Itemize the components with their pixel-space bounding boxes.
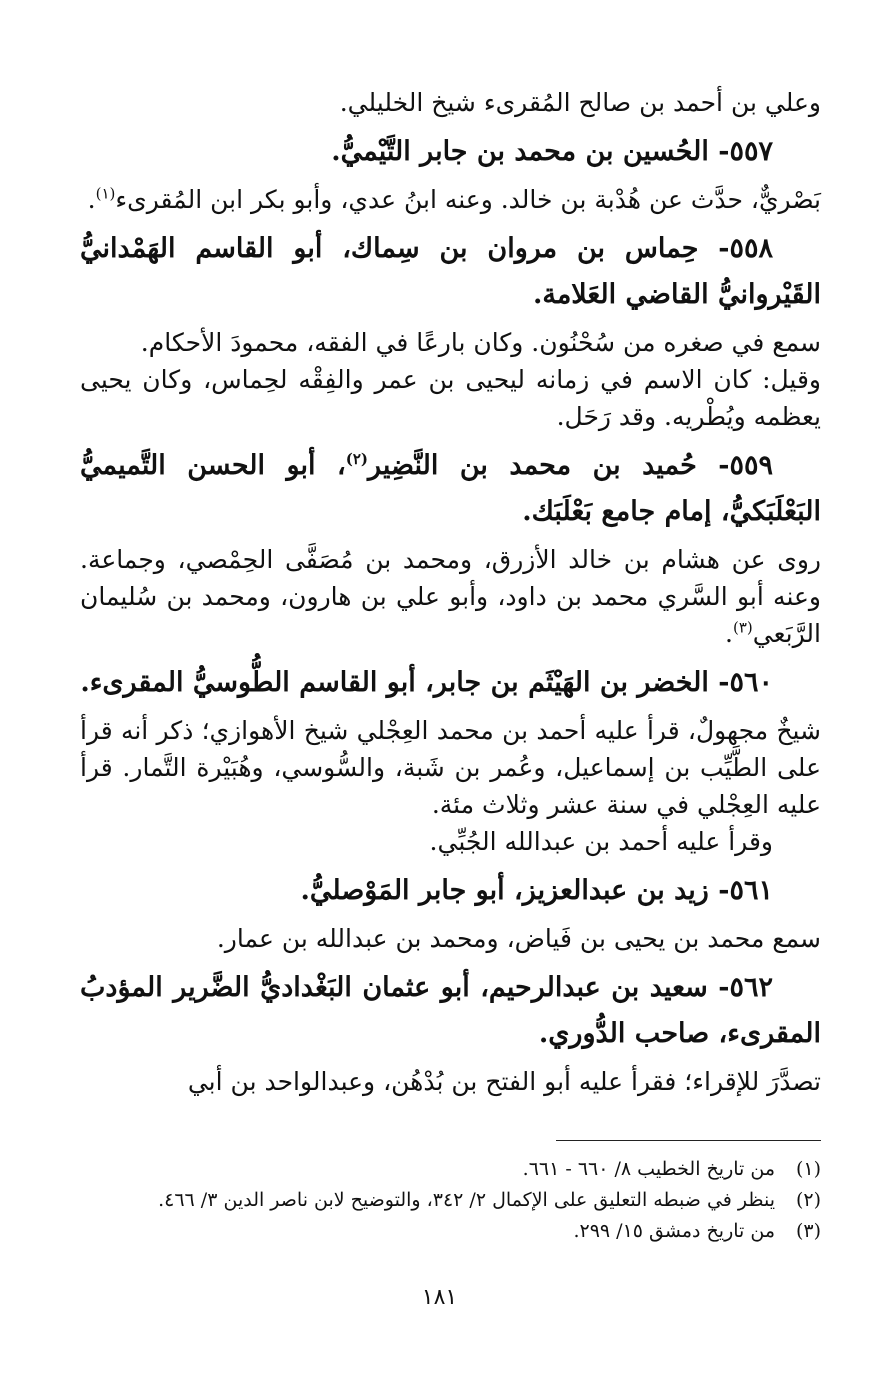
- footnote-ref: (٢): [345, 450, 368, 468]
- entry-number: ٥٦١-: [718, 875, 773, 906]
- entry-heading-561: [80, 868, 821, 914]
- entry-number: ٥٦٢-: [718, 972, 773, 1003]
- footnote: [80, 1216, 821, 1247]
- paragraph: تصدَّرَ للإقراء؛ فقرأ عليه أبو الفتح بن بُدْهُن، وعبدالواحد بن أبي: [187, 1067, 821, 1096]
- entry-heading-558: [80, 226, 821, 318]
- paragraph: وقيل: كان الاسم في زمانه ليحيى بن عمر والفِقْه لحِماس، وكان يحيى يعظمه ويُطْريه. وقد رَحَل.: [80, 365, 821, 431]
- entry-title: الخضر بن الهَيْثَم بن جابر، أبو القاسم الطُّوسيُّ المقرىء.: [80, 667, 709, 698]
- entry-heading-560: [80, 660, 821, 706]
- entry-heading-559: [80, 443, 821, 535]
- footnote-text: من تاريخ الخطيب ٨/ ٦٦٠ - ٦٦١.: [522, 1158, 775, 1180]
- entry-title: سعيد بن عبدالرحيم، أبو عثمان البَغْداديُّ الضَّرير المؤدبُ المقرىء، صاحب الدُّوري.: [80, 972, 821, 1049]
- paragraph: سمع في صغره من سُحْنُون. وكان بارعًا في الفقه، محمودَ الأحكام.: [140, 328, 821, 357]
- footnote: [80, 1154, 821, 1185]
- entry-number: ٥٥٨-: [718, 233, 773, 264]
- entry-title: حُميد بن محمد بن النَّضِير: [368, 450, 697, 481]
- entry-title: الحُسين بن محمد بن جابر التَّيْميُّ.: [331, 136, 709, 167]
- entry-title-cont: ، أبو الحسن التَّميميُّ البَعْلَبَكيُّ، إمام جامع بَعْلَبَك.: [80, 450, 821, 527]
- footnotes: [80, 1154, 821, 1247]
- paragraph: روى عن هشام بن خالد الأزرق، ومحمد بن مُصَفَّى الحِمْصي، وجماعة. وعنه أبو السَّري محمد بن داود، وأبو علي بن هارون، ومحمد بن سُليمان الرَّبَعي$^{(٣)}$.: [80, 545, 821, 648]
- paragraph: سمع محمد بن يحيى بن فَياض، ومحمد بن عبدالله بن عمار.: [216, 924, 821, 953]
- footnote-ref: (١): [95, 184, 116, 203]
- paragraph: وعلي بن أحمد بن صالح المُقرىء شيخ الخليلي.: [339, 88, 821, 117]
- paragraph: وقرأ عليه أحمد بن عبدالله الجُبِّي.: [429, 827, 773, 856]
- footnote-ref: (٣): [733, 618, 753, 637]
- footnote-mark: (١): [795, 1158, 821, 1180]
- entry-heading-562: [80, 965, 821, 1057]
- page-number: ١٨١: [421, 1285, 458, 1310]
- entry-number: ٥٥٩-: [718, 450, 773, 481]
- paragraph: شيخٌ مجهولٌ، قرأ عليه أحمد بن محمد العِجْلي شيخ الأهوازي؛ ذكر أنه قرأ على الطَّيِّب بن إسماعيل، وعُمر بن شَبة، والسُّوسي، وهُبَيْرة التَّمار. قرأ عليه العِجْلي في سنة عشر وثلاث مئة.: [80, 716, 821, 819]
- entry-title: حِماس بن مروان بن سِماك، أبو القاسم الهَمْدانيُّ القَيْروانيُّ القاضي العَلامة.: [80, 233, 821, 310]
- entry-number: ٥٦٠-: [718, 667, 773, 698]
- footnote-text: ينظر في ضبطه التعليق على الإكمال ٢/ ٣٤٢، والتوضيح لابن ناصر الدين ٣/ ٤٦٦.: [158, 1189, 775, 1211]
- footnote-mark: (٣): [795, 1220, 821, 1242]
- footnote: [80, 1185, 821, 1216]
- footnote-divider: [556, 1140, 821, 1141]
- entry-heading-557: [80, 129, 821, 175]
- footnote-mark: (٢): [795, 1189, 821, 1211]
- paragraph: بَصْريٌّ، حدَّث عن هُدْبة بن خالد. وعنه ابنُ عدي، وأبو بكر ابن المُقرىء$^{(١)}$.: [87, 184, 821, 214]
- footnote-text: من تاريخ دمشق ١٥/ ٢٩٩.: [573, 1220, 775, 1242]
- entry-number: ٥٥٧-: [718, 136, 773, 167]
- entry-title: زيد بن عبدالعزيز، أبو جابر المَوْصليُّ.: [300, 875, 709, 906]
- main-text: [80, 84, 821, 1100]
